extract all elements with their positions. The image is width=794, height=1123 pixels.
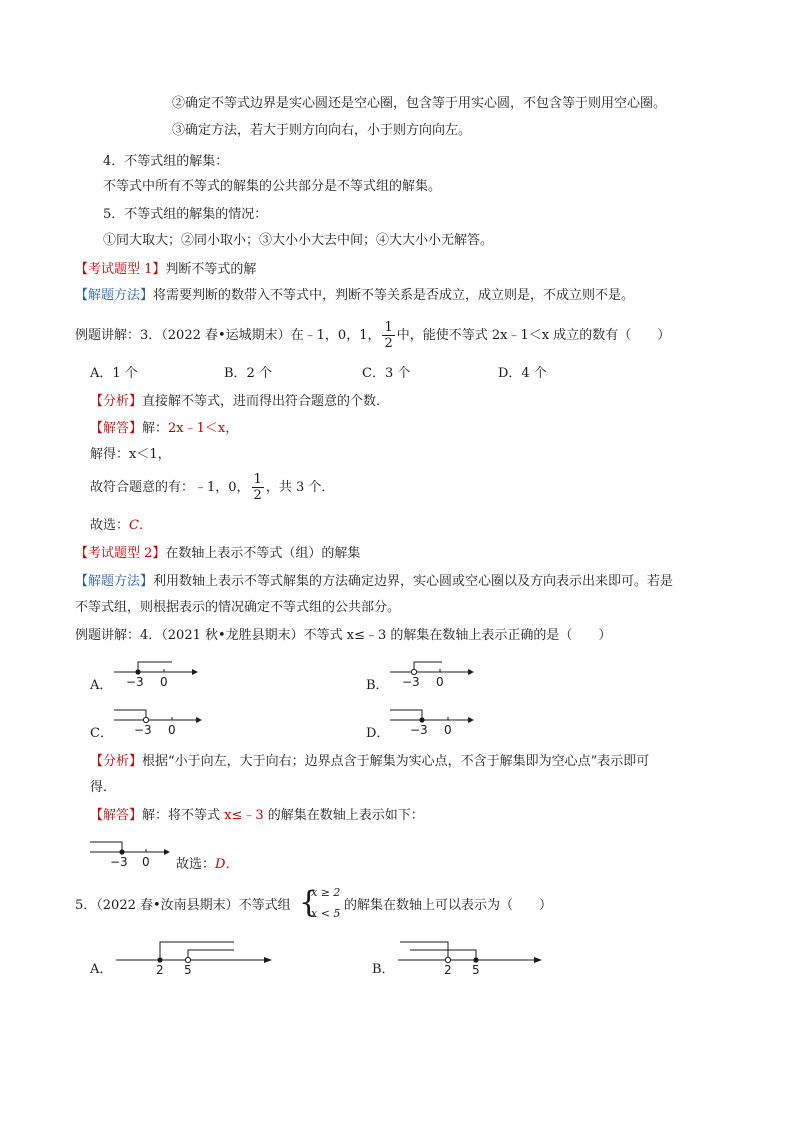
- section-4-body: 不等式中所有不等式的解集的公共部分是不等式组的解集。: [103, 179, 442, 194]
- type2-question: 例题讲解：4．（2021 秋•龙胜县期末）不等式 x≤﹣3 的解集在数轴上表示正确的是（ ）: [75, 628, 612, 643]
- tick-label-minus3: −3: [134, 723, 152, 737]
- hollow-point: [185, 957, 190, 962]
- type2-method-line2: 不等式组，则根据表示的情况确定不等式组的公共部分。: [75, 600, 401, 615]
- type2-choice-prefix: 故选：: [176, 857, 216, 872]
- type2-option-b-label: B．: [366, 678, 389, 693]
- q5-inequality-2: x < 5: [311, 907, 341, 920]
- hollow-point: [411, 669, 416, 674]
- q5-option-b-label: B．: [372, 962, 395, 977]
- type2-option-d-label: D．: [366, 726, 390, 741]
- tick-label-0: 0: [436, 675, 444, 689]
- type1-title: 判断不等式的解: [165, 262, 257, 277]
- type2-heading: [75, 544, 360, 564]
- type1-option-d: D．4 个: [498, 366, 547, 381]
- intro-item-3: ③确定方法，若大于则方向向右，小于则方向向左。: [172, 123, 472, 138]
- type2-answer: [90, 806, 424, 826]
- type1-fit-fraction: [252, 472, 264, 503]
- arrowhead: [164, 849, 170, 855]
- solid-point: [119, 849, 124, 854]
- type2-analysis-line1: [90, 752, 649, 772]
- type1-fit-line: [90, 470, 334, 506]
- type1-analysis: [90, 392, 389, 412]
- type2-choice-value: D．: [215, 857, 239, 872]
- arrowhead: [468, 669, 474, 675]
- fraction-numerator: 1: [253, 472, 262, 487]
- q5-suffix: 的解集在数轴上可以表示为（ ）: [344, 898, 553, 913]
- type1-question-prefix: 例题讲解：3．（2022 春•运城期末）在﹣1，0，1，: [75, 328, 381, 343]
- tick-label-minus3: −3: [410, 723, 428, 737]
- hollow-point: [143, 717, 148, 722]
- number-line-answer: [88, 838, 180, 870]
- type1-tag: 【考试题型 1】: [75, 262, 166, 277]
- type1-choice-value: C．: [129, 518, 152, 533]
- type1-method: [75, 286, 634, 306]
- type1-analysis-text: 直接解不等式，进而得出符合题意的个数．: [142, 394, 390, 409]
- type1-fit-prefix: 故符合题意的有：﹣1，0，: [90, 480, 250, 495]
- type1-question-fraction: [382, 320, 394, 351]
- type2-answer-suffix: 的解集在数轴上表示如下：: [263, 808, 424, 823]
- solid-point: [157, 957, 162, 962]
- arrowhead: [264, 957, 272, 963]
- fraction-numerator: 1: [384, 320, 393, 335]
- number-line-option-b: [388, 658, 478, 690]
- type1-choice-prefix: 故选：: [90, 518, 130, 533]
- solution-ray: [90, 842, 122, 852]
- q5-number-line-option-a: [114, 938, 284, 978]
- type1-option-b: B．2 个: [224, 366, 272, 381]
- tick-label-minus3: −3: [126, 675, 144, 689]
- section-5-title: 5．不等式组的解集的情况：: [103, 207, 268, 222]
- type2-answer-prefix: 解：将不等式: [142, 808, 225, 823]
- type1-heading: [75, 260, 256, 280]
- type2-option-c-label: C．: [90, 726, 113, 741]
- type2-answer-expr: x≤﹣3: [224, 808, 264, 823]
- q5-option-a-label: A．: [90, 962, 113, 977]
- type1-answer-tag: 【解答】: [90, 421, 143, 436]
- tick-label-minus3: −3: [110, 855, 128, 869]
- type2-title: 在数轴上表示不等式（组）的解集: [165, 546, 361, 561]
- fraction-denominator: 2: [384, 336, 393, 351]
- type2-analysis-line2: 得．: [90, 780, 117, 795]
- ray-upper: [400, 942, 448, 960]
- section-4-title: 4．不等式组的解集：: [103, 154, 229, 169]
- type1-option-a: A．1 个: [90, 366, 138, 381]
- section-5-body: ①同大取大；②同小取小；③大小小大去中间；④大大小小无解答。: [103, 233, 494, 248]
- tick-label-5: 5: [184, 963, 192, 977]
- type1-method-tag: 【解题方法】: [75, 288, 154, 303]
- number-line-option-c: [112, 706, 212, 738]
- tick-label-2: 2: [444, 963, 452, 977]
- hollow-point: [445, 957, 450, 962]
- type1-analysis-tag: 【分析】: [90, 394, 143, 409]
- type2-answer-tag: 【解答】: [90, 808, 143, 823]
- system-brace: {: [299, 885, 319, 920]
- type2-method-tag: 【解题方法】: [75, 574, 154, 589]
- ray-lower: [410, 950, 476, 960]
- fraction-denominator: 2: [253, 488, 262, 503]
- solution-ray: [390, 710, 422, 720]
- arrowhead: [196, 717, 202, 723]
- type1-question-suffix: 中，能使不等式 2x﹣1＜x 成立的数有（ ）: [396, 328, 671, 343]
- tick-label-0: 0: [160, 675, 168, 689]
- type2-analysis-tag: 【分析】: [90, 754, 143, 769]
- type1-method-text: 将需要判断的数带入不等式中，判断不等关系是否成立，成立则是，不成立则不是。: [153, 288, 635, 303]
- type1-choice: [90, 516, 152, 536]
- type2-tag: 【考试题型 2】: [75, 546, 166, 561]
- type2-option-a-label: A．: [90, 678, 113, 693]
- tick-label-0: 0: [142, 855, 150, 869]
- tick-label-minus3: −3: [402, 675, 420, 689]
- q5-prefix: 5．（2022 春•汝南县期末）不等式组: [75, 898, 291, 913]
- q5-inequality-1: x ≥ 2: [311, 886, 341, 899]
- number-line-option-a: [112, 658, 202, 690]
- solid-point: [135, 669, 140, 674]
- intro-item-2: ②确定不等式边界是实心圆还是空心圈，包含等于用实心圆，不包含等于则用空心圈。: [172, 96, 667, 111]
- type1-question: [75, 318, 670, 354]
- tick-label-2: 2: [156, 963, 164, 977]
- type2-method-line1: [75, 572, 673, 592]
- ray-x-lt-5: [188, 950, 234, 960]
- solution-ray: [138, 662, 172, 672]
- solution-ray: [114, 710, 146, 720]
- type1-answer: [90, 419, 238, 439]
- type2-method-text-1: 利用数轴上表示不等式解集的方法确定边界，实心圆或空心圈以及方向表示出来即可。若是: [153, 574, 674, 589]
- type1-answer-expr: 2x﹣1＜x，: [168, 421, 239, 436]
- tick-label-5: 5: [472, 963, 480, 977]
- ray-x-ge-2: [160, 942, 234, 960]
- arrowhead: [468, 717, 474, 723]
- number-line-option-d: [388, 706, 488, 738]
- type1-option-c: C．3 个: [362, 366, 411, 381]
- arrowhead: [192, 669, 198, 675]
- type1-answer-prefix: 解：: [142, 421, 169, 436]
- type1-solve-line: 解得：x＜1，: [90, 447, 171, 462]
- arrowhead: [534, 957, 542, 963]
- type2-analysis-text-1: 根据“小于向左，大于向右；边界点含于解集为实心点，不含于解集即为空心点”表示即可: [142, 754, 650, 769]
- q5-number-line-option-b: [396, 938, 556, 978]
- solid-point: [473, 957, 478, 962]
- solid-point: [419, 717, 424, 722]
- tick-label-0: 0: [168, 723, 176, 737]
- tick-label-0: 0: [444, 723, 452, 737]
- solution-ray: [414, 662, 442, 672]
- type2-choice: [176, 855, 238, 875]
- type1-fit-suffix: ，共 3 个．: [265, 480, 335, 495]
